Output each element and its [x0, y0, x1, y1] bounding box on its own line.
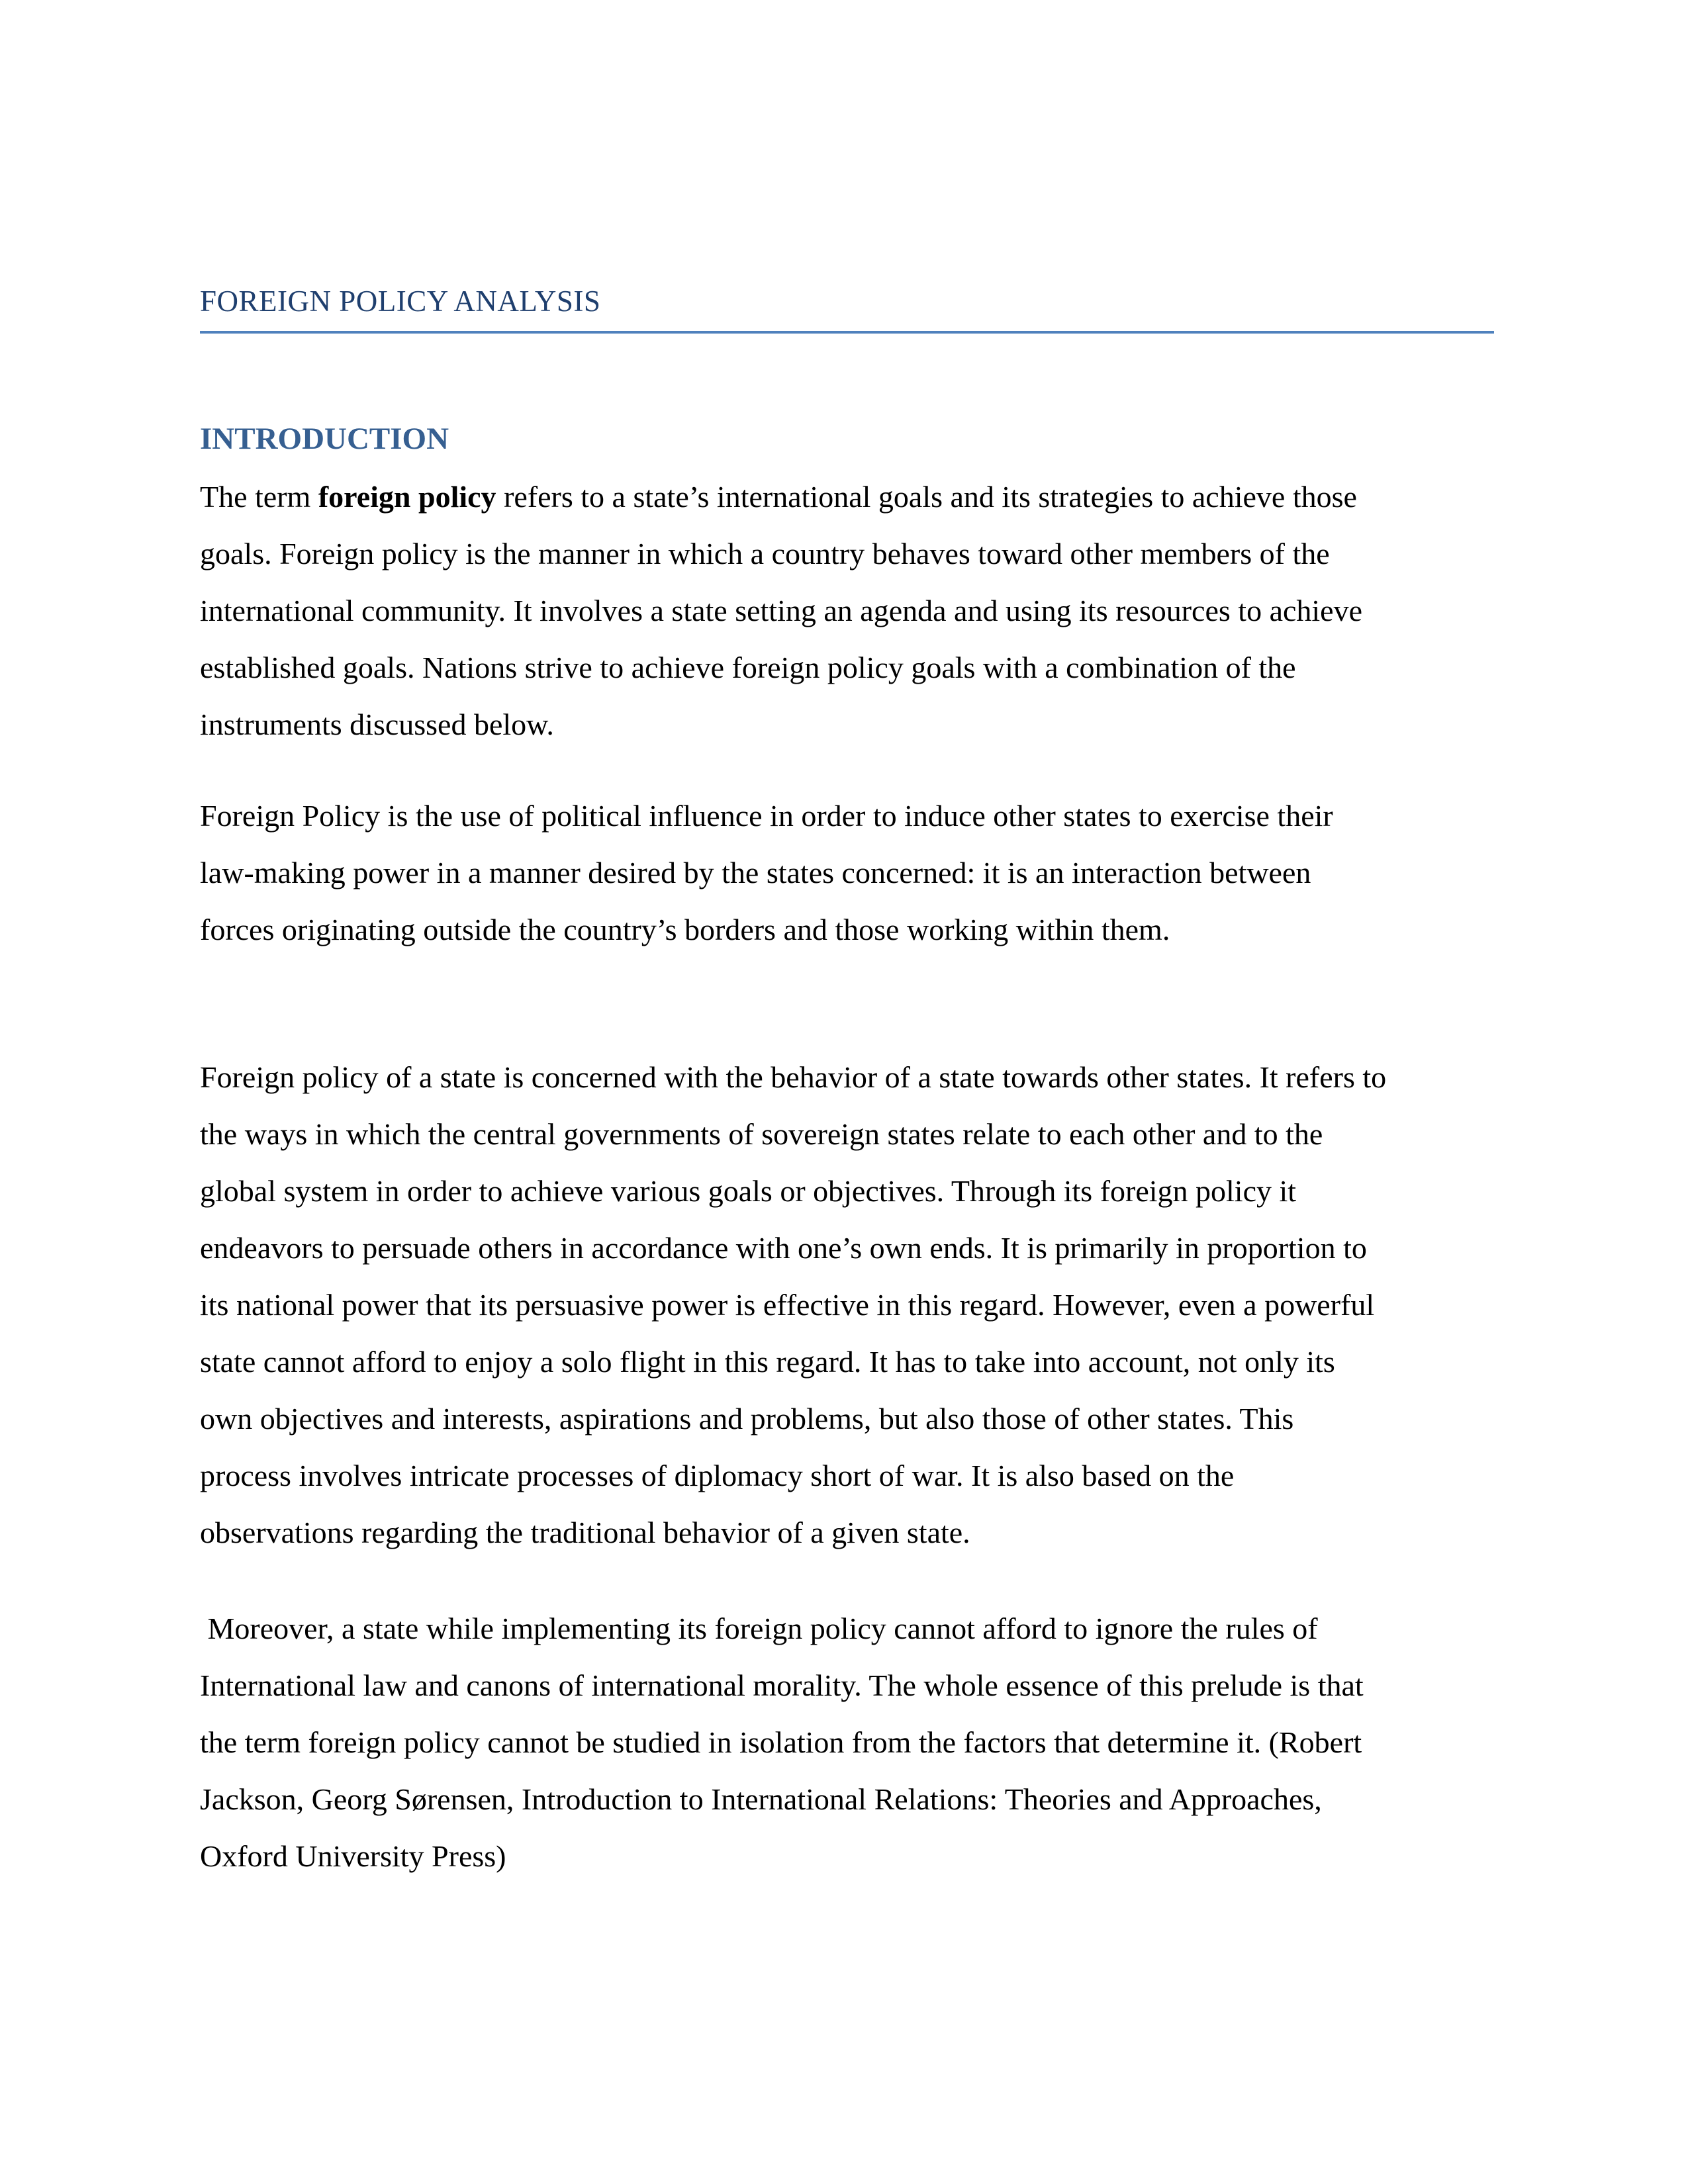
paragraph-line: Oxford University Press)	[200, 1839, 506, 1873]
title-divider	[200, 331, 1494, 334]
paragraph-line: law-making power in a manner desired by the states concerned: it is an interaction between	[200, 856, 1311, 889]
paragraph-line: Foreign policy of a state is concerned with the behavior of a state towards other states. It refers to	[200, 1060, 1387, 1094]
paragraph-4	[200, 1600, 1494, 1885]
paragraph-line: its national power that its persuasive power is effective in this regard. However, even a powerful	[200, 1288, 1375, 1322]
paragraph-line: the ways in which the central governments of sovereign states relate to each other and to the	[200, 1117, 1323, 1151]
paragraph-line: instruments discussed below.	[200, 707, 554, 741]
paragraph-line: endeavors to persuade others in accordance with one’s own ends. It is primarily in proportion to	[200, 1231, 1367, 1265]
paragraph-line: The term foreign policy refers to a state’s international goals and its strategies to achieve those	[200, 480, 1357, 514]
paragraph-3	[200, 1049, 1494, 1561]
paragraph-line: international community. It involves a state setting an agenda and using its resources to achieve	[200, 594, 1363, 627]
paragraph-line: global system in order to achieve various goals or objectives. Through its foreign policy it	[200, 1174, 1297, 1208]
paragraph-line: state cannot afford to enjoy a solo flight in this regard. It has to take into account, not only its	[200, 1345, 1335, 1379]
paragraph-line: process involves intricate processes of diplomacy short of war. It is also based on the	[200, 1459, 1235, 1492]
paragraph-2	[200, 788, 1494, 958]
paragraph-1	[200, 469, 1494, 753]
paragraph-line: Moreover, a state while implementing its foreign policy cannot afford to ignore the rules of	[200, 1612, 1318, 1645]
paragraph-line: Foreign Policy is the use of political influence in order to induce other states to exercise their	[200, 799, 1333, 833]
paragraph-line: International law and canons of international morality. The whole essence of this prelude is that	[200, 1668, 1364, 1702]
paragraph-line: established goals. Nations strive to achieve foreign policy goals with a combination of the	[200, 651, 1296, 684]
paragraph-line: own objectives and interests, aspirations and problems, but also those of other states. This	[200, 1402, 1294, 1435]
paragraph-line: forces originating outside the country’s borders and those working within them.	[200, 913, 1170, 946]
bold-term: foreign policy	[318, 480, 496, 514]
paragraph-line: Jackson, Georg Sørensen, Introduction to International Relations: Theories and Approaches,	[200, 1782, 1322, 1816]
paragraph-line: goals. Foreign policy is the manner in which a country behaves toward other members of the	[200, 537, 1330, 570]
document-page	[200, 0, 1494, 2184]
paragraph-line: observations regarding the traditional behavior of a given state.	[200, 1516, 970, 1549]
section-heading-introduction: INTRODUCTION	[200, 422, 449, 456]
document-title: FOREIGN POLICY ANALYSIS	[200, 285, 601, 318]
paragraph-line: the term foreign policy cannot be studied in isolation from the factors that determine it. (Robert	[200, 1725, 1362, 1759]
